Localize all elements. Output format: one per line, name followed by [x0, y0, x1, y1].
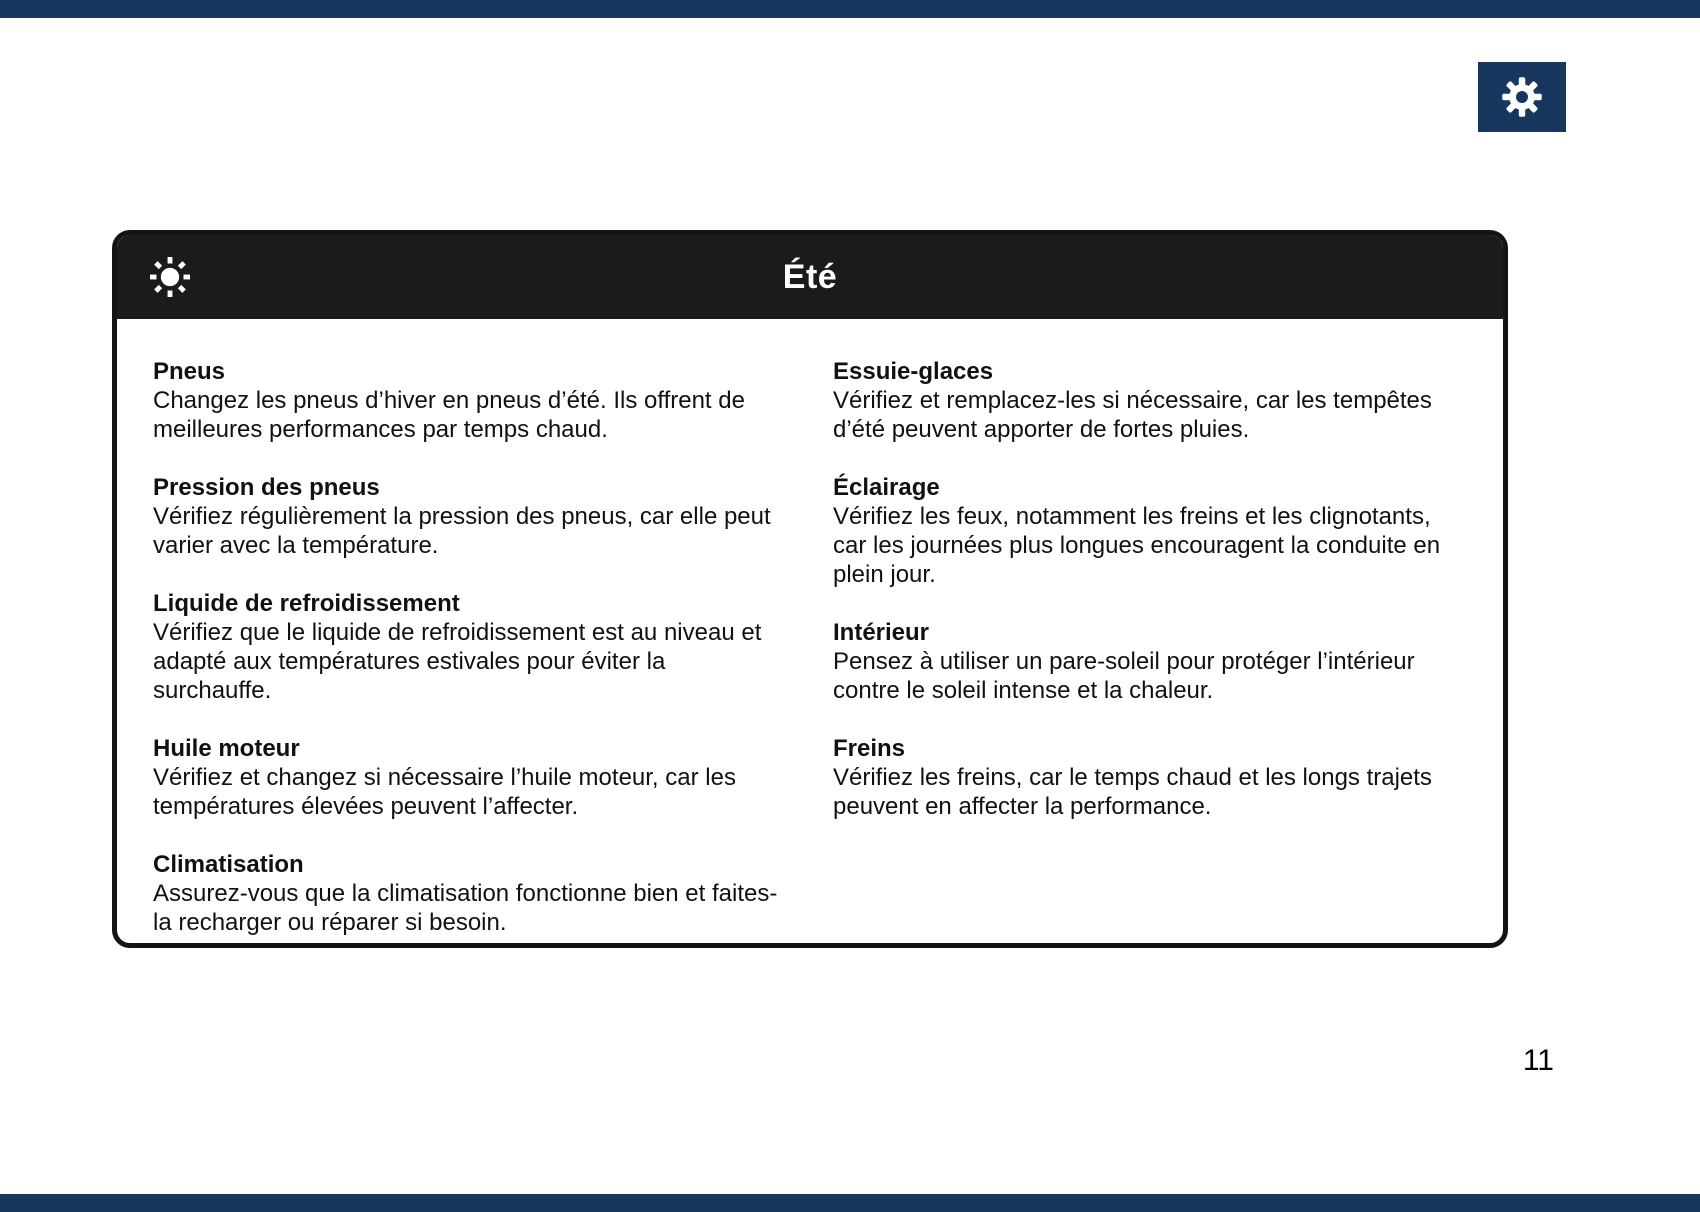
summer-maintenance-card: [112, 230, 1508, 948]
section-body: Pensez à utiliser un pare-soleil pour protéger l’intérieur contre le soleil intense et la chaleur.: [833, 648, 1415, 704]
section-body: Vérifiez régulièrement la pression des pneus, car elle peut varier avec la température.: [153, 503, 771, 559]
page-number: 11: [1522, 1044, 1554, 1077]
section-body: Vérifiez les feux, notamment les freins et les clignotants, car les journées plus longues encouragent la conduite en plein jour.: [833, 503, 1441, 588]
section-pneus: [153, 357, 787, 444]
section-climatisation: [153, 850, 787, 937]
section-heading: Liquide de refroidissement: [153, 590, 460, 617]
section-heading: Freins: [833, 735, 906, 762]
section-eclairage: [833, 473, 1467, 589]
section-body: Vérifiez que le liquide de refroidissement est au niveau et adapté aux températures estivales pour éviter la surchauffe.: [153, 619, 762, 704]
section-heading: Éclairage: [833, 474, 940, 501]
section-essuie-glaces: [833, 357, 1467, 444]
gear-icon: [1499, 74, 1545, 120]
section-heading: Essuie-glaces: [833, 358, 994, 385]
section-heading: Huile moteur: [153, 735, 300, 762]
card-body: [117, 319, 1503, 948]
settings-icon-badge: [1478, 62, 1566, 132]
section-interieur: [833, 618, 1467, 705]
sun-icon: [143, 250, 197, 304]
left-column: [153, 357, 787, 948]
card-title: Été: [782, 257, 838, 296]
section-heading: Intérieur: [833, 619, 930, 646]
section-body: Vérifiez et remplacez-les si nécessaire, car les tempêtes d’été peuvent apporter de fortes pluies.: [833, 387, 1432, 443]
section-heading: Pneus: [153, 358, 226, 385]
bottom-border-bar: [0, 1194, 1700, 1212]
section-heading: Pression des pneus: [153, 474, 380, 501]
section-body: Assurez-vous que la climatisation fonctionne bien et faites-la recharger ou réparer si besoin.: [153, 880, 778, 936]
section-heading: Climatisation: [153, 851, 304, 878]
section-liquide-de-refroidissement: [153, 589, 787, 705]
section-freins: [833, 734, 1467, 821]
section-body: Vérifiez et changez si nécessaire l’huile moteur, car les températures élevées peuvent l’affecter.: [153, 764, 736, 820]
card-header: [117, 235, 1503, 319]
section-huile-moteur: [153, 734, 787, 821]
section-pression-des-pneus: [153, 473, 787, 560]
top-border-bar: [0, 0, 1700, 18]
section-body: Changez les pneus d’hiver en pneus d’été. Ils offrent de meilleures performances par temps chaud.: [153, 387, 745, 443]
right-column: [833, 357, 1467, 948]
section-body: Vérifiez les freins, car le temps chaud et les longs trajets peuvent en affecter la performance.: [833, 764, 1432, 820]
